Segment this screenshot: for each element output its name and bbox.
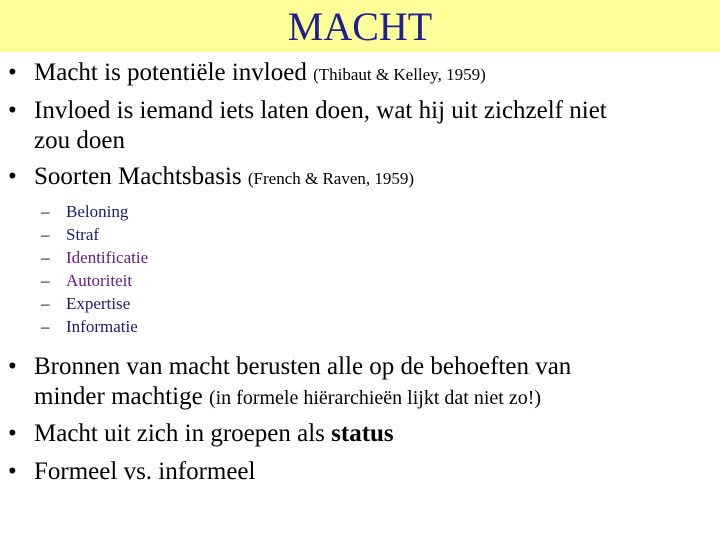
bullet-2-line1: Invloed is iemand iets laten doen, wat hij uit zichzelf niet [34, 97, 607, 124]
bullet-4-line2-note: (in formele hiërarchieën lijkt dat niet zo!) [208, 387, 542, 409]
bullet-4-line1: Bronnen van macht berusten alle op de behoeften van [34, 353, 572, 380]
dash: – [41, 271, 50, 290]
bullet-5 [0, 419, 720, 449]
bullet-dot: • [8, 163, 17, 190]
bullet-5-text: Macht uit zich in groepen als [34, 420, 332, 447]
sub-item-expertise [0, 292, 720, 315]
sub-item-label: Identificatie [66, 248, 149, 267]
sub-item-identificatie [0, 246, 720, 269]
bullet-3-text: Soorten Machtsbasis [34, 163, 248, 190]
bullet-dot: • [8, 353, 17, 380]
title-bar [0, 0, 720, 52]
dash: – [41, 294, 50, 313]
bullet-dot: • [8, 97, 17, 124]
bullet-2 [0, 96, 720, 156]
bullet-dot: • [8, 420, 17, 447]
dash: – [41, 202, 50, 221]
sub-item-straf [0, 223, 720, 246]
bullet-4-line2-main: minder machtige [34, 383, 209, 410]
bullet-5-bold-status: status [331, 420, 394, 447]
sub-item-label: Expertise [66, 294, 131, 313]
sub-item-label: Autoriteit [66, 271, 133, 290]
sub-item-label: Straf [66, 225, 100, 244]
dash: – [41, 225, 50, 244]
bullet-4 [0, 352, 720, 413]
bullet-4-line2 [34, 382, 720, 413]
bullet-1-citation: (Thibaut & Kelley, 1959) [313, 65, 486, 84]
bullet-2-line2: zou doen [34, 127, 125, 154]
bullet-3 [0, 162, 720, 194]
sub-item-beloning [0, 200, 720, 223]
bullet-6-text: Formeel vs. informeel [34, 458, 256, 485]
dash: – [41, 248, 50, 267]
bullet-6 [0, 457, 720, 487]
slide-title: MACHT [287, 4, 433, 49]
bullet-1 [0, 58, 720, 90]
bullet-dot: • [8, 59, 17, 86]
bullet-dot: • [8, 458, 17, 485]
sub-item-informatie [0, 315, 720, 338]
sub-item-label: Beloning [66, 202, 129, 221]
sub-item-autoriteit [0, 269, 720, 292]
dash: – [41, 317, 50, 336]
sub-item-label: Informatie [66, 317, 138, 336]
bullet-3-citation: (French & Raven, 1959) [247, 169, 415, 188]
slide-content [0, 58, 720, 487]
bullet-1-text: Macht is potentiële invloed [34, 59, 314, 86]
machtsbasis-list [0, 200, 720, 338]
